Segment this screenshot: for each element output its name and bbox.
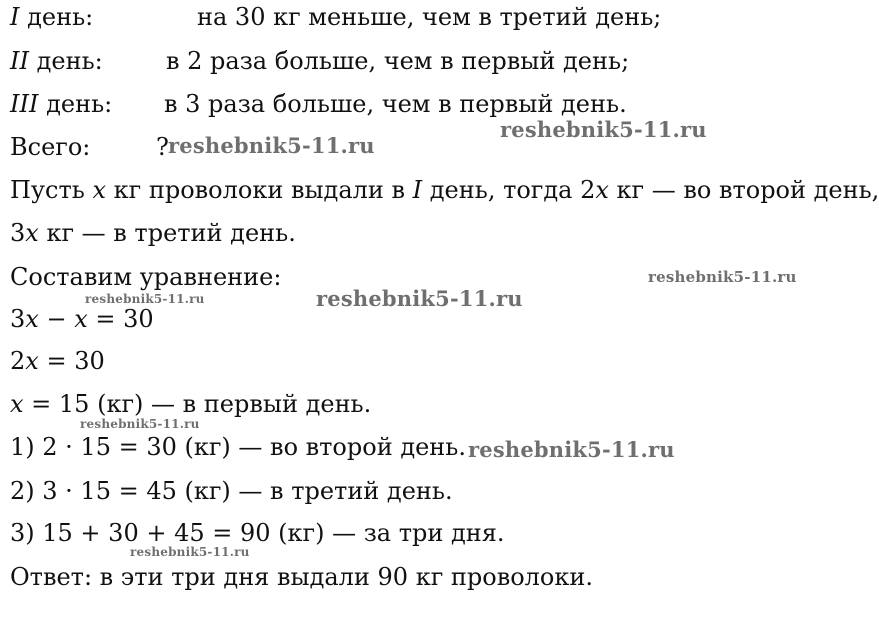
watermark: reshebnik5-11.ru: [130, 545, 250, 559]
make-equation-text: Составим уравнение:: [10, 263, 282, 291]
watermark: reshebnik5-11.ru: [500, 117, 707, 142]
var-x: x: [92, 176, 107, 204]
var-x: x: [25, 219, 39, 247]
watermark: reshebnik5-11.ru: [316, 286, 523, 311]
let-text-1: Пусть: [10, 176, 93, 204]
day-2-word: день:: [36, 47, 103, 75]
condition-row-2: [10, 46, 103, 76]
watermark: reshebnik5-11.ru: [468, 437, 675, 462]
day-3-roman: III: [10, 90, 39, 118]
watermark: reshebnik5-11.ru: [648, 268, 797, 286]
step-2: 2) 3 · 15 = 45 (кг) — в третий день.: [10, 477, 453, 505]
var-x: x: [25, 347, 39, 375]
equation-1: [10, 304, 154, 334]
condition-row-1: [10, 2, 93, 32]
eq1-rhs: = 30: [87, 305, 154, 333]
day-1-roman: I: [10, 3, 20, 31]
third-num: 3: [10, 219, 26, 247]
equation-3: [10, 389, 371, 419]
step-1: 1) 2 · 15 = 30 (кг) — во второй день.: [10, 433, 466, 461]
day-3-word: день:: [46, 90, 113, 118]
day-2-roman: II: [10, 47, 29, 75]
var-x: x: [74, 305, 88, 333]
var-x: x: [595, 176, 609, 204]
day-2-condition: в 2 раза больше, чем в первый день;: [166, 47, 630, 75]
answer: Ответ: в эти три дня выдали 90 кг проволоки.: [10, 563, 593, 591]
total-value: ?: [156, 133, 169, 161]
let-text-2: кг проволоки выдали в: [106, 176, 413, 204]
let-statement: [10, 175, 879, 205]
let-text-3: день, тогда 2: [422, 176, 596, 204]
var-x: x: [25, 305, 39, 333]
day-3-condition: в 3 раза больше, чем в первый день.: [164, 90, 627, 118]
condition-row-3: [10, 89, 112, 119]
let-roman: I: [412, 176, 423, 204]
equation-2: [10, 346, 105, 376]
var-x: x: [10, 390, 24, 418]
watermark: reshebnik5-11.ru: [85, 292, 205, 306]
eq2-rhs: = 30: [38, 347, 105, 375]
third-day-statement: [10, 218, 296, 248]
day-1-condition: на 30 кг меньше, чем в третий день;: [197, 3, 662, 31]
eq1-coef: 3: [10, 305, 26, 333]
eq2-coef: 2: [10, 347, 26, 375]
total-label: Всего:: [10, 133, 91, 161]
watermark: reshebnik5-11.ru: [80, 417, 200, 431]
eq3-rhs: = 15 (кг) — в первый день.: [23, 390, 372, 418]
let-text-4: кг — во второй день,: [608, 176, 879, 204]
step-3: 3) 15 + 30 + 45 = 90 (кг) — за три дня.: [10, 519, 505, 547]
eq1-minus: −: [38, 305, 75, 333]
watermark: reshebnik5-11.ru: [168, 133, 375, 158]
third-rest: кг — в третий день.: [38, 219, 296, 247]
day-1-word: день:: [27, 3, 94, 31]
